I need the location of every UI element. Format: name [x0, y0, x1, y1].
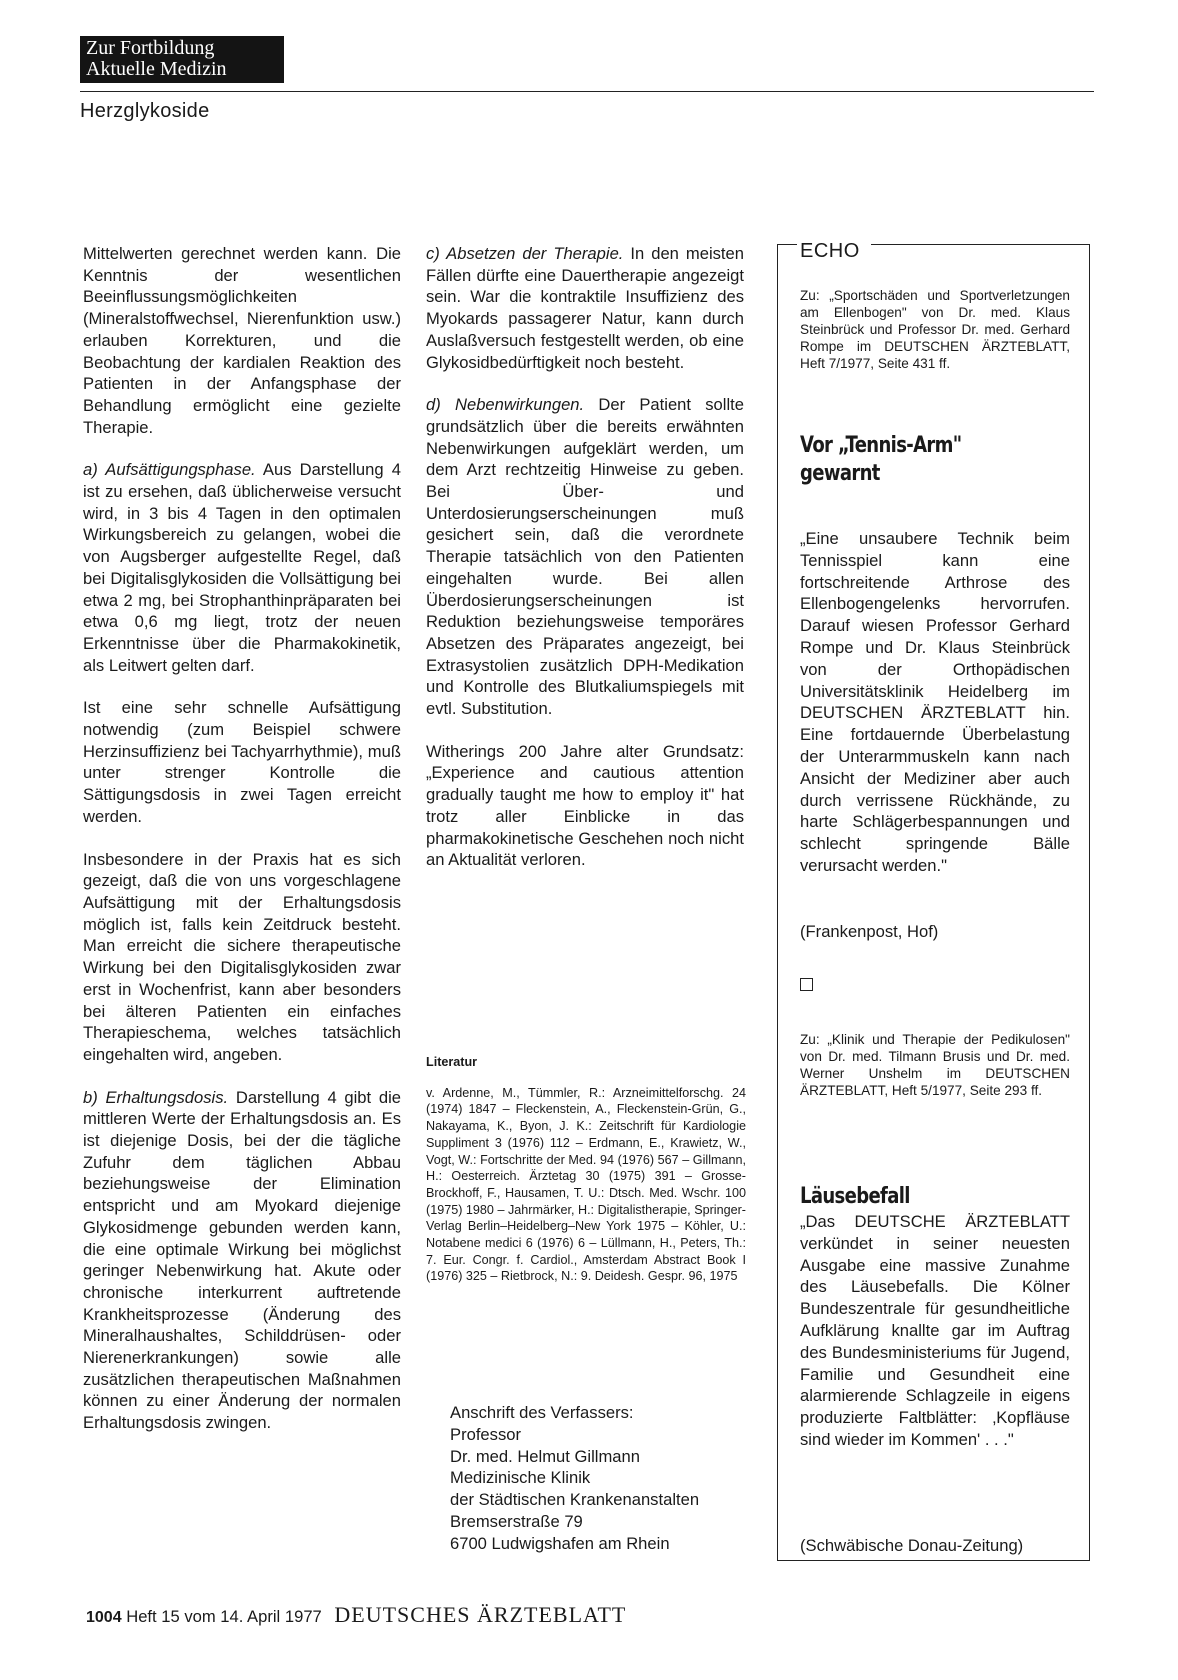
- paragraph-lead: b) Erhaltungsdosis.: [83, 1087, 229, 1107]
- section-line-1: Zur Fortbildung: [86, 37, 215, 59]
- echo-box-top-rule: [871, 244, 1090, 245]
- headline-line: Vor „Tennis-Arm": [800, 433, 962, 458]
- echo-source-2: (Schwäbische Donau-Zeitung): [800, 1536, 1024, 1555]
- paragraph: [426, 394, 744, 720]
- echo-label: ECHO: [800, 240, 860, 262]
- paragraph: [426, 243, 744, 373]
- echo-quote-2: „Das DEUTSCHE ÄRZTEBLATT verkündet in seiner neuesten Ausgabe eine massive Zunahme des Läusebefalls. Die Kölner Bundeszentrale für gesundheitliche Aufklärung knallte gar im Auftrag des Bundesministeriums für Jugend, Familie und Gesundheit eine alarmierende Schlagzeile in eigens produzierte Faltblätter: ‚Kopfläuse sind wieder im Kommen' . . .": [800, 1212, 1070, 1449]
- echo-quote-1: „Eine unsaubere Technik beim Tennisspiel kann eine fortschreitende Arthrose des Ellenbogengelenks hervorrufen. Darauf wiesen Professor Gerhard Rompe und Dr. Klaus Steinbrück von der Orthopädischen Universitätsklinik Heidelberg im DEUTSCHEN ÄRZTEBLATT hin. Eine fortdauernde Überbelastung der Unterarmmuskeln kann nach Ansicht der Mediziner aber auch durch verrissene Rückhände, zu harte Schlägerbespannungen und schlecht springende Bälle verursacht werden.": [800, 529, 1070, 875]
- paragraph-lead: d) Nebenwirkungen.: [426, 395, 585, 415]
- paragraph-text: Aus Darstellung 4 ist zu ersehen, daß üblicherweise versucht wird, in 3 bis 4 Tagen in den optimalen Wirkungsbereich zu gelangen, wobei die von Augsberger aufgestellte Regel, daß bei Digitalisglykosiden die Vollsättigung bei etwa 2 mg, bei Strophanthinpräparaten bei etwa 0,6 mg liegt, trotz der neuen Erkenntnisse über die Pharmakokinetik, als Leitwert gelten darf.: [83, 460, 402, 675]
- paragraph-text: Darstellung 4 gibt die mittleren Werte der Erhaltungsdosis an. Es ist diejenige Dosis, bei der die tägliche Zufuhr dem täglichen Abbau beziehungsweise der Elimination entspricht und am Myokard diejenige Glykosidmenge gebunden werden kann, die eine optimale Wirkung bei möglichst geringer Nebenwirkung hat. Akute oder chronische interkurrent auftretende Krankheitsprozesse (Änderung des Mineralhaushaltes, Schilddrüsen- oder Nierenerkrankungen) sowie alle zusätzlichen therapeutischen Maßnahmen können zu einer Änderung der normalen Erhaltungsdosis zwingen.: [83, 1087, 401, 1433]
- section-line-2: Aktuelle Medizin: [86, 58, 227, 80]
- address-line: Medizinische Klinik: [450, 1468, 591, 1488]
- address-line: Dr. med. Helmut Gillmann: [450, 1446, 640, 1466]
- paragraph-lead: c) Absetzen der Therapie.: [426, 244, 624, 263]
- issue-info: Heft 15 vom 14. April 1977: [126, 1607, 322, 1626]
- paragraph-lead: a) Aufsättigungsphase.: [83, 460, 256, 480]
- text-column-2: [426, 243, 744, 871]
- address-line: Bremserstraße 79: [450, 1511, 583, 1531]
- headline-line: gewarnt: [800, 461, 880, 486]
- paragraph: [83, 459, 401, 676]
- paragraph: Insbesondere in der Praxis hat es sich gezeigt, daß die von uns vorgeschlagene Aufsättigung mit der Erhaltungsdosis möglich ist, falls kein Zeitdruck besteht. Man erreicht die sichere therapeutische Wirkung bei den Digitalisglykosiden zwar erst in Wochenfrist, kann aber besonders bei älteren Patienten ein einfaches Therapieschema, welches tatsächlich eingehalten wird, angeben.: [83, 849, 401, 1064]
- echo-reference-1: Zu: „Sportschäden und Sportverletzungen am Ellenbogen" von Dr. med. Klaus Steinbrück und Professor Dr. med. Gerhard Rompe im DEUTSCHEN ÄRZTEBLATT, Heft 7/1977, Seite 431 ff.: [800, 288, 1070, 371]
- literature-title: Literatur: [426, 1055, 478, 1069]
- topic-title: Herzglykoside: [80, 100, 210, 122]
- address-line: der Städtischen Krankenanstalten: [450, 1490, 700, 1510]
- echo-reference-2: Zu: „Klinik und Therapie der Pedikulosen" von Dr. med. Tilmann Brusis und Dr. med. Werner Unshelm im DEUTSCHEN ÄRZTEBLATT, Heft 5/1977, Seite 293 ff.: [800, 1032, 1070, 1098]
- paragraph-text: Der Patient sollte grundsätzlich über die bereits erwähnten Nebenwirkungen aufgeklärt werden, um dem Arzt rechtzeitig Hinweise zu geben. Bei Über- und Unterdosierungserscheinungen muß gesichert sein, daß die verordnete Therapie tatsächlich von den Patienten eingehalten wurde. Bei allen Überdosierungserscheinungen ist Reduktion beziehungsweise temporäres Absetzen des Präparates angezeigt, bei Extrasystolien zusätzlich DPH-Medikation und Kontrolle des Blutkaliumspiegels mit evtl. Substitution.: [426, 395, 744, 719]
- address-line: 6700 Ludwigshafen am Rhein: [450, 1533, 670, 1553]
- author-address: [450, 1402, 750, 1555]
- text-column-1: [83, 243, 401, 1434]
- page-number: 1004: [86, 1609, 122, 1626]
- paragraph-text: In den meisten Fällen dürfte eine Dauertherapie angezeigt sein. War die kontraktile Insuffizienz des Myokards passagerer Natur, kann durch Auslaßversuch festgestellt werden, ob eine Glykosidbedürftigkeit noch besteht.: [426, 244, 744, 372]
- echo-headline-1: [800, 432, 1071, 488]
- literature-list: v. Ardenne, M., Tümmler, R.: Arzneimittelforschg. 24 (1974) 1847 – Fleckenstein, A., Fleckenstein-Grün, G., Nakayama, K., Byon, J. K.: Zeitschrift für Kardiologie Suppliment 3 (1976) 112 – Erdmann, E., Krawietz, W., Vogt, W.: Fortschritte der Med. 94 (1976) 567 – Gillmann, H.: Oesterreich. Ärztetag 30 (1975) 391 – Grosse-Brockhoff, F., Hausamen, T. U.: Dtsch. Med. Wschr. 100 (1975) 1980 – Jahrmärker, H.: Digitalistherapie, Springer-Verlag Berlin–Heidelberg–New York 1975 – Köhler, U.: Notabene medici 6 (1976) 6 – Lüllmann, H., Peters, Th.: 7. Eur. Congr. f. Cardiol., Amsterdam Abstract Book I (1976) 325 – Rietbrock, N.: 9. Deidesh. Gespr. 96, 1975: [426, 1085, 746, 1284]
- journal-name: DEUTSCHES ÄRZTEBLATT: [334, 1602, 627, 1627]
- echo-headline-2: Läusebefall: [800, 1184, 910, 1209]
- separator-square-icon: [800, 978, 813, 991]
- address-line: Anschrift des Verfassers:: [450, 1403, 634, 1422]
- echo-box-top-left-rule: [777, 244, 797, 245]
- address-line: Professor: [450, 1424, 522, 1444]
- literature-section: [426, 1054, 746, 1285]
- echo-source-1: (Frankenpost, Hof): [800, 922, 939, 941]
- paragraph: Ist eine sehr schnelle Aufsättigung notwendig (zum Beispiel schwere Herzinsuffizienz bei Tachyarrhythmie), muß unter strenger Kontrolle die Sättigungsdosis in zwei Tagen erreicht werden.: [83, 698, 401, 826]
- paragraph: [83, 1087, 401, 1434]
- header-rule: [80, 91, 1094, 92]
- paragraph: Mittelwerten gerechnet werden kann. Die Kenntnis der wesentlichen Beeinflussungsmöglichkeiten (Mineralstoffwechsel, Nierenfunktion usw.) erlauben Korrekturen, und die Beobachtung der kardialen Reaktion des Patienten in der Anfangsphase der Behandlung ermöglicht eine gezielte Therapie.: [83, 244, 401, 437]
- section-badge: [80, 36, 284, 83]
- paragraph: Witherings 200 Jahre alter Grundsatz: „Experience and cautious attention gradually taught me how to employ it" hat trotz aller Einblicke in das pharmakokinetische Geschehen noch nicht an Aktualität verloren.: [426, 741, 744, 870]
- page-footer: [86, 1604, 626, 1629]
